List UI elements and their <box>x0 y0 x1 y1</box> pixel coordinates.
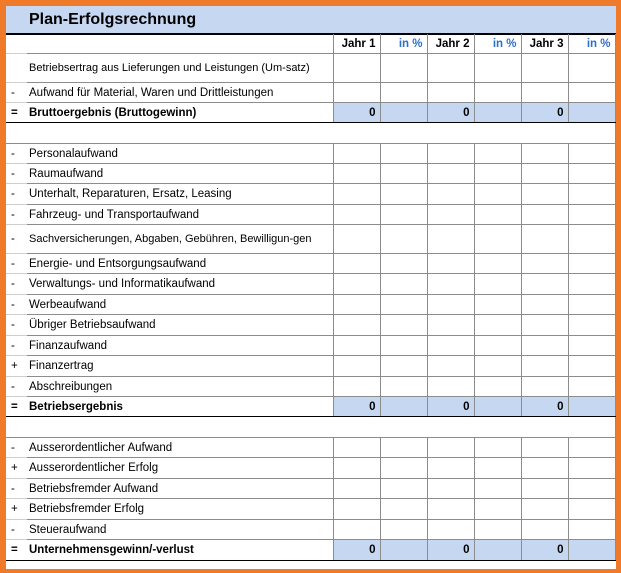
value-cell[interactable] <box>474 438 521 458</box>
value-cell[interactable] <box>427 225 474 254</box>
value-cell[interactable] <box>568 295 615 315</box>
value-cell[interactable] <box>380 254 427 274</box>
table-row <box>6 54 615 83</box>
table-row <box>6 377 615 397</box>
value-cell[interactable] <box>568 254 615 274</box>
value-cell[interactable] <box>568 184 615 205</box>
value-cell[interactable] <box>427 499 474 520</box>
value-cell[interactable] <box>380 438 427 458</box>
value-cell[interactable] <box>380 479 427 499</box>
value-cell[interactable] <box>521 499 568 520</box>
header-year-3[interactable]: Jahr 3 <box>521 35 568 54</box>
value-cell[interactable]: 0 <box>333 397 380 417</box>
value-cell[interactable] <box>521 438 568 458</box>
value-cell[interactable] <box>568 520 615 540</box>
value-cell[interactable] <box>427 336 474 356</box>
sign-cell[interactable]: + <box>6 356 27 377</box>
value-cell[interactable] <box>380 83 427 103</box>
value-cell[interactable] <box>333 254 380 274</box>
value-cell[interactable] <box>568 225 615 254</box>
header-year-1[interactable]: Jahr 1 <box>333 35 380 54</box>
value-cell[interactable] <box>521 205 568 225</box>
table-row <box>6 205 615 225</box>
value-cell[interactable] <box>333 438 380 458</box>
label-cell[interactable]: Finanzaufwand <box>27 336 333 356</box>
label-cell[interactable]: Ausserordentlicher Aufwand <box>27 438 333 458</box>
value-cell[interactable] <box>568 438 615 458</box>
header-sign-cell[interactable] <box>6 35 27 54</box>
value-cell[interactable] <box>333 144 380 164</box>
sign-cell[interactable]: = <box>6 397 27 417</box>
value-cell[interactable] <box>333 315 380 336</box>
label-cell[interactable]: Übriger Betriebsaufwand <box>27 315 333 336</box>
value-cell[interactable] <box>333 274 380 295</box>
label-cell[interactable]: Ausserordentlicher Erfolg <box>27 458 333 479</box>
label-cell[interactable]: Steueraufwand <box>27 520 333 540</box>
value-cell[interactable] <box>427 479 474 499</box>
value-cell[interactable] <box>568 83 615 103</box>
table-row <box>6 499 615 520</box>
table-row <box>6 356 615 377</box>
sign-cell[interactable]: = <box>6 103 27 123</box>
value-cell[interactable] <box>568 274 615 295</box>
value-cell[interactable] <box>380 540 427 561</box>
table-row <box>6 184 615 205</box>
sign-cell[interactable]: = <box>6 540 27 561</box>
sign-cell[interactable]: - <box>6 184 27 205</box>
spacer-row <box>6 123 615 144</box>
value-cell[interactable] <box>380 336 427 356</box>
value-cell[interactable] <box>380 520 427 540</box>
header-row <box>6 35 615 54</box>
value-cell[interactable] <box>427 315 474 336</box>
value-cell[interactable] <box>474 336 521 356</box>
value-cell[interactable]: 0 <box>521 540 568 561</box>
value-cell[interactable] <box>474 184 521 205</box>
value-cell[interactable] <box>568 103 615 123</box>
value-cell[interactable] <box>474 225 521 254</box>
value-cell[interactable] <box>427 438 474 458</box>
value-cell[interactable] <box>568 205 615 225</box>
label-cell[interactable]: Werbeaufwand <box>27 295 333 315</box>
label-cell[interactable]: Unterhalt, Reparaturen, Ersatz, Leasing <box>27 184 333 205</box>
value-cell[interactable] <box>568 479 615 499</box>
value-cell[interactable] <box>427 184 474 205</box>
value-cell[interactable] <box>521 164 568 184</box>
value-cell[interactable] <box>380 356 427 377</box>
label-cell[interactable]: Aufwand für Material, Waren und Drittleistungen <box>27 83 333 103</box>
label-cell[interactable]: Energie- und Entsorgungsaufwand <box>27 254 333 274</box>
value-cell[interactable] <box>380 184 427 205</box>
value-cell[interactable]: 0 <box>427 103 474 123</box>
value-cell[interactable] <box>333 54 380 83</box>
sign-cell[interactable]: - <box>6 315 27 336</box>
label-cell[interactable]: Abschreibungen <box>27 377 333 397</box>
value-cell[interactable]: 0 <box>333 103 380 123</box>
table-row <box>6 164 615 184</box>
value-cell[interactable] <box>521 336 568 356</box>
value-cell[interactable] <box>333 458 380 479</box>
table-row <box>6 144 615 164</box>
sign-cell[interactable]: - <box>6 205 27 225</box>
label-cell[interactable]: Betriebsfremder Erfolg <box>27 499 333 520</box>
sign-cell[interactable] <box>6 54 27 83</box>
value-cell[interactable] <box>380 499 427 520</box>
value-cell[interactable] <box>380 205 427 225</box>
value-cell[interactable]: 0 <box>427 397 474 417</box>
sign-cell[interactable]: - <box>6 144 27 164</box>
spreadsheet <box>6 6 616 569</box>
label-cell[interactable]: Betriebsergebnis <box>27 397 333 417</box>
value-cell[interactable] <box>333 205 380 225</box>
value-cell[interactable] <box>474 103 521 123</box>
value-cell[interactable] <box>427 295 474 315</box>
value-cell[interactable]: 0 <box>427 540 474 561</box>
value-cell[interactable] <box>380 458 427 479</box>
value-cell[interactable] <box>568 144 615 164</box>
value-cell[interactable] <box>427 54 474 83</box>
value-cell[interactable] <box>568 377 615 397</box>
label-cell[interactable]: Bruttoergebnis (Bruttogewinn) <box>27 103 333 123</box>
value-cell[interactable] <box>380 295 427 315</box>
label-cell[interactable]: Fahrzeug- und Transportaufwand <box>27 205 333 225</box>
value-cell[interactable] <box>333 225 380 254</box>
value-cell[interactable] <box>333 83 380 103</box>
table-row <box>6 254 615 274</box>
value-cell[interactable] <box>333 377 380 397</box>
total-row <box>6 397 615 417</box>
value-cell[interactable] <box>474 377 521 397</box>
value-cell[interactable] <box>474 499 521 520</box>
spacer-row <box>6 417 615 438</box>
value-cell[interactable]: 0 <box>521 397 568 417</box>
value-cell[interactable] <box>474 397 521 417</box>
value-cell[interactable] <box>474 164 521 184</box>
value-cell[interactable] <box>380 103 427 123</box>
value-cell[interactable] <box>568 336 615 356</box>
total-row <box>6 540 615 561</box>
table-row <box>6 458 615 479</box>
label-cell[interactable]: Finanzertrag <box>27 356 333 377</box>
value-cell[interactable] <box>568 499 615 520</box>
label-cell[interactable]: Betriebsertrag aus Lieferungen und Leistungen (Um-satz) <box>27 54 333 83</box>
sign-cell[interactable]: - <box>6 83 27 103</box>
value-cell[interactable] <box>474 254 521 274</box>
value-cell[interactable] <box>474 356 521 377</box>
value-cell[interactable] <box>521 54 568 83</box>
value-cell[interactable] <box>568 540 615 561</box>
value-cell[interactable] <box>521 458 568 479</box>
label-cell[interactable]: Verwaltungs- und Informatikaufwand <box>27 274 333 295</box>
value-cell[interactable] <box>521 479 568 499</box>
value-cell[interactable] <box>474 274 521 295</box>
sign-cell[interactable]: - <box>6 254 27 274</box>
value-cell[interactable] <box>333 499 380 520</box>
value-cell[interactable] <box>380 397 427 417</box>
sign-cell[interactable]: + <box>6 499 27 520</box>
label-cell[interactable]: Personalaufwand <box>27 144 333 164</box>
sign-cell[interactable]: - <box>6 479 27 499</box>
value-cell[interactable] <box>380 377 427 397</box>
table-row <box>6 479 615 499</box>
value-cell[interactable] <box>474 479 521 499</box>
table-row <box>6 315 615 336</box>
value-cell[interactable] <box>521 254 568 274</box>
table-row <box>6 83 615 103</box>
label-cell[interactable]: Betriebsfremder Aufwand <box>27 479 333 499</box>
value-cell[interactable] <box>333 520 380 540</box>
value-cell[interactable] <box>427 205 474 225</box>
value-cell[interactable] <box>333 295 380 315</box>
table-row <box>6 336 615 356</box>
value-cell[interactable] <box>427 83 474 103</box>
value-cell[interactable] <box>427 254 474 274</box>
value-cell[interactable] <box>474 205 521 225</box>
value-cell[interactable] <box>427 377 474 397</box>
value-cell[interactable] <box>474 83 521 103</box>
title-bar <box>6 6 616 34</box>
table-row <box>6 295 615 315</box>
value-cell[interactable] <box>380 225 427 254</box>
value-cell[interactable] <box>474 520 521 540</box>
value-cell[interactable] <box>474 295 521 315</box>
sign-cell[interactable]: - <box>6 225 27 254</box>
value-cell[interactable] <box>427 458 474 479</box>
header-pct-2[interactable]: in % <box>474 35 521 54</box>
table-row <box>6 438 615 458</box>
label-cell[interactable]: Sachversicherungen, Abgaben, Gebühren, Bewilligun-gen <box>27 225 333 254</box>
table-row <box>6 274 615 295</box>
value-cell[interactable] <box>521 377 568 397</box>
value-cell[interactable] <box>568 315 615 336</box>
value-cell[interactable] <box>474 54 521 83</box>
value-cell[interactable] <box>474 144 521 164</box>
value-cell[interactable]: 0 <box>521 103 568 123</box>
header-pct-1[interactable]: in % <box>380 35 427 54</box>
value-cell[interactable] <box>521 184 568 205</box>
value-cell[interactable] <box>568 397 615 417</box>
header-pct-3[interactable]: in % <box>568 35 615 54</box>
value-cell[interactable] <box>568 164 615 184</box>
income-statement-table <box>6 34 616 561</box>
sign-cell[interactable]: - <box>6 438 27 458</box>
sign-cell[interactable]: - <box>6 274 27 295</box>
value-cell[interactable] <box>568 54 615 83</box>
value-cell[interactable] <box>380 274 427 295</box>
value-cell[interactable] <box>568 356 615 377</box>
value-cell[interactable] <box>474 540 521 561</box>
value-cell[interactable] <box>521 83 568 103</box>
table-row <box>6 225 615 254</box>
value-cell[interactable] <box>380 164 427 184</box>
value-cell[interactable] <box>474 458 521 479</box>
value-cell[interactable] <box>427 164 474 184</box>
header-year-2[interactable]: Jahr 2 <box>427 35 474 54</box>
value-cell[interactable] <box>568 458 615 479</box>
sign-cell[interactable]: - <box>6 295 27 315</box>
value-cell[interactable] <box>333 356 380 377</box>
value-cell[interactable] <box>333 164 380 184</box>
table-row <box>6 520 615 540</box>
label-cell[interactable]: Unternehmensgewinn/-verlust <box>27 540 333 561</box>
sign-cell[interactable]: - <box>6 336 27 356</box>
value-cell[interactable] <box>521 295 568 315</box>
value-cell[interactable] <box>333 479 380 499</box>
value-cell[interactable] <box>380 144 427 164</box>
sign-cell[interactable]: + <box>6 458 27 479</box>
value-cell[interactable] <box>521 225 568 254</box>
value-cell[interactable] <box>380 54 427 83</box>
label-cell[interactable]: Raumaufwand <box>27 164 333 184</box>
value-cell[interactable] <box>521 315 568 336</box>
value-cell[interactable] <box>521 520 568 540</box>
value-cell[interactable] <box>427 520 474 540</box>
sign-cell[interactable]: - <box>6 377 27 397</box>
total-row <box>6 103 615 123</box>
sheet-title: Plan-Erfolgsrechnung <box>29 11 197 28</box>
value-cell[interactable] <box>521 274 568 295</box>
value-cell[interactable] <box>427 356 474 377</box>
sign-cell[interactable]: - <box>6 164 27 184</box>
value-cell[interactable] <box>380 315 427 336</box>
value-cell[interactable] <box>427 144 474 164</box>
value-cell[interactable] <box>521 144 568 164</box>
value-cell[interactable] <box>333 184 380 205</box>
header-label-cell[interactable] <box>27 35 333 54</box>
value-cell[interactable] <box>474 315 521 336</box>
value-cell[interactable] <box>427 274 474 295</box>
value-cell[interactable]: 0 <box>333 540 380 561</box>
value-cell[interactable] <box>333 336 380 356</box>
sign-cell[interactable]: - <box>6 520 27 540</box>
value-cell[interactable] <box>521 356 568 377</box>
